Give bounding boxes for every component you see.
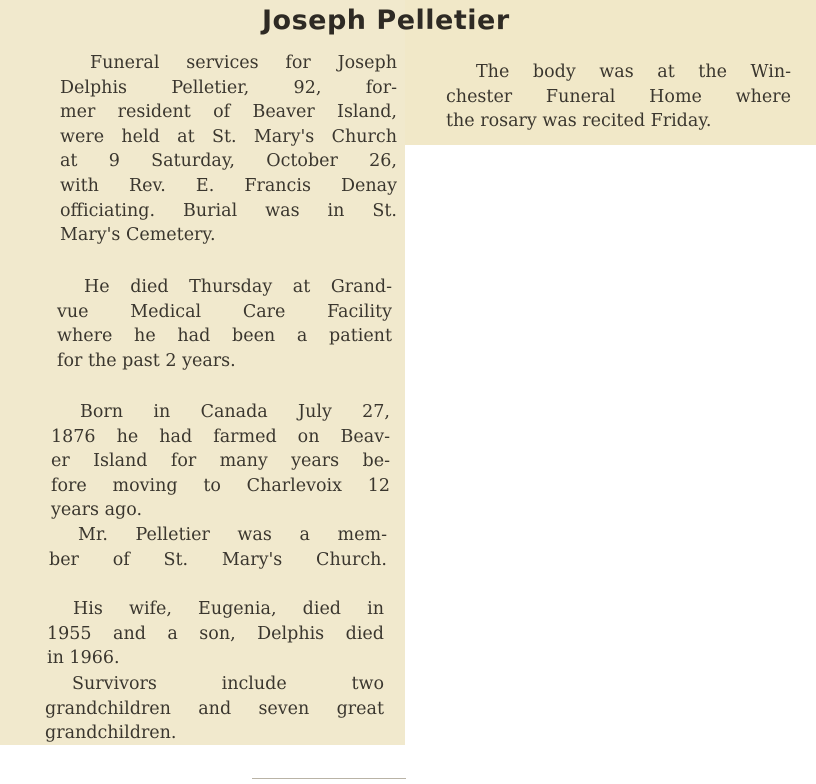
text-line: with Rev. E. Francis Denay — [60, 175, 397, 196]
text-line: in 1966. — [47, 648, 120, 669]
headline: Joseph Pelletier — [262, 5, 510, 36]
text-line: The body was at the Win- — [476, 62, 791, 82]
text-line: Mr. Pelletier was a mem- — [78, 525, 387, 545]
text-line: officiating. Burial was in St. — [60, 200, 397, 221]
text-line: ber of St. Mary's Church. — [49, 549, 387, 570]
paragraph-services — [60, 51, 397, 248]
text-line: mer resident of Beaver Island, — [60, 102, 397, 123]
text-line: grandchildren. — [45, 723, 177, 744]
text-line: Funeral services for Joseph — [90, 53, 397, 73]
text-line: years ago. — [51, 500, 143, 521]
text-line: Born in Canada July 27, — [80, 402, 390, 422]
paragraph-death — [57, 275, 392, 373]
text-line: where he had been a patient — [57, 326, 392, 347]
paragraph-predeceased — [47, 597, 384, 671]
text-line: Delphis Pelletier, 92, for- — [60, 77, 397, 98]
paragraph-biography — [51, 400, 390, 523]
text-line: grandchildren and seven great — [45, 698, 384, 719]
text-line: for the past 2 years. — [57, 350, 236, 371]
paragraph-rosary — [446, 60, 791, 134]
text-line: Mary's Cemetery. — [60, 225, 216, 246]
text-line: the rosary was recited Friday. — [446, 111, 712, 132]
text-line: vue Medical Care Facility — [57, 301, 392, 322]
text-line: were held at St. Mary's Church — [60, 126, 397, 147]
text-line: at 9 Saturday, October 26, — [60, 151, 397, 172]
paragraph-survivors — [45, 672, 384, 746]
text-line: 1955 and a son, Delphis died — [47, 623, 384, 644]
text-line: Survivors include two — [72, 674, 384, 694]
text-line: fore moving to Charlevoix 12 — [51, 475, 390, 496]
divider — [252, 778, 406, 779]
text-line: His wife, Eugenia, died in — [73, 599, 384, 619]
text-line: 1876 he had farmed on Beav- — [51, 426, 390, 447]
text-line: er Island for many years be- — [51, 451, 390, 472]
text-line: He died Thursday at Grand- — [84, 277, 392, 297]
text-line: chester Funeral Home where — [446, 86, 791, 107]
paragraph-membership — [49, 523, 387, 572]
